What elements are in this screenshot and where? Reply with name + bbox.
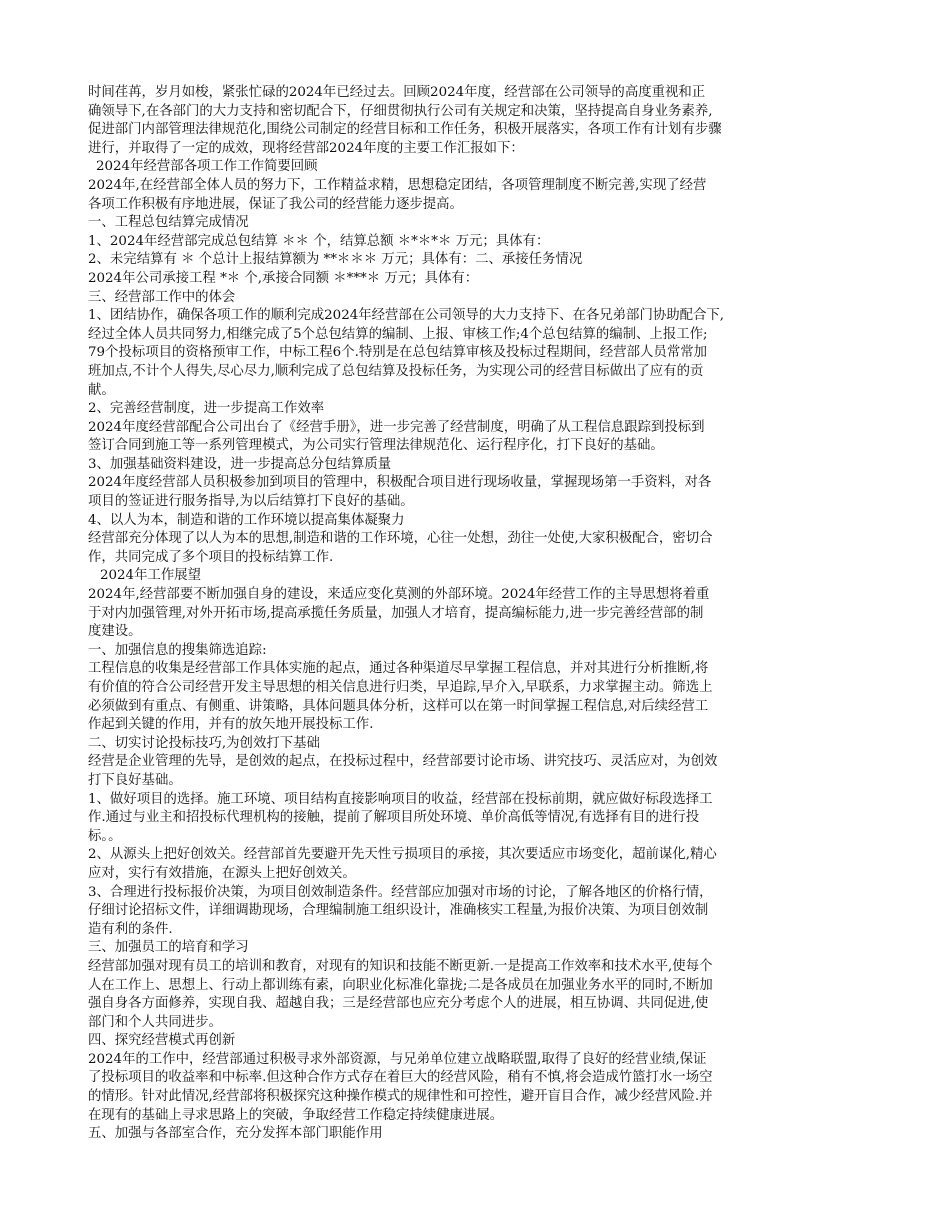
paragraph-line: 2、未完结算有 ＊ 个总计上报结算额为 **＊＊＊ 万元；具体有：二、承接任务情况 <box>88 252 583 268</box>
paragraph-line: 2024年的工作中，经营部通过积极寻求外部资源，与兄弟单位建立战略联盟,取得了良好的经营业绩,保证 <box>88 1051 707 1067</box>
subheading-experience: 三、经营部工作中的体会 <box>88 289 236 305</box>
paragraph-line: 必须做到有重点、有侧重、讲策略，具体问题具体分析，这样可以在第一时间掌握工程信息,对后续经营工 <box>88 698 709 714</box>
subheading-people: 4、以人为本，制造和谐的工作环境以提高集体凝聚力 <box>88 512 405 528</box>
paragraph-line: 了投标项目的收益率和中标率.但这种合作方式存在着巨大的经营风险，稍有不慎,将会造成竹篮打水一场空 <box>88 1070 713 1086</box>
paragraph-line: 各项工作积极有序地进展，保证了我公司的经营能力逐步提高。 <box>88 196 463 212</box>
paragraph-line: 签订合同到施工等一系列管理模式，为公司实行管理法律规范化、运行程序化，打下良好的基础。 <box>88 438 664 454</box>
paragraph-line: 79个投标项目的资格预审工作，中标工程6个.特别是在总包结算审核及投标过程期间，经营部人员常常加 <box>88 345 707 361</box>
paragraph-line: 于对内加强管理,对外开拓市场,提高承揽任务质量，加强人才培育，提高编标能力,进一步完善经营部的制 <box>88 605 704 621</box>
paragraph-line: 经营部充分体现了以人为本的思想,制造和谐的工作环境，心往一处想，劲往一处使,大家积极配合，密切合 <box>88 531 713 547</box>
paragraph-line: 献。 <box>88 382 115 398</box>
paragraph-line: 造有利的条件. <box>88 921 173 937</box>
paragraph-line: 有价值的符合公司经营开发主导思想的相关信息进行归类，早追踪,早介入,早联系，力求掌握主动。筛选上 <box>88 680 713 695</box>
paragraph-line: 班加点,不计个人得失,尽心尽力,顺利完成了总包结算及投标任务，为实现公司的经营目标做出了应有的贡 <box>88 363 704 379</box>
paragraph-line: 作，共同完成了多个项目的投标结算工作. <box>88 549 334 565</box>
paragraph-line: 1、2024年经营部完成总包结算 ＊＊ 个，结算总额 ＊*＊*＊ 万元；具体有： <box>88 233 550 249</box>
section-heading-review: 2024年经营部各项工作工作简要回顾 <box>96 159 318 175</box>
paragraph-line: 仔细讨论招标文件，详细调勘现场，合理编制施工组织设计，准确核实工程量,为报价决策、为项目创效制 <box>88 903 709 919</box>
paragraph-line: 度建设。 <box>88 624 142 640</box>
paragraph-line: 在现有的基础上寻求思路上的突破，争取经营工作稳定持续健康进展。 <box>88 1107 504 1123</box>
paragraph-line: 打下良好基础。 <box>88 772 182 788</box>
subheading-innovation: 四、探究经营模式再创新 <box>88 1033 236 1049</box>
paragraph-line: 1、团结协作，确保各项工作的顺利完成2024年经营部在公司领导的大力支持下、在各兄弟部门协助配合下, <box>88 308 725 324</box>
paragraph-line: 应对，实行有效措施，在源头上把好创效关。 <box>88 865 356 881</box>
paragraph-line: 2024年度经营部配合公司出台了《经营手册》，进一步完善了经营制度，明确了从工程信息跟踪到投标到 <box>88 419 705 435</box>
subheading-training: 三、加强员工的培育和学习 <box>88 940 249 956</box>
paragraph-line: 经营部加强对现有员工的培训和教育，对现有的知识和技能不断更新.一是提高工作效率和技术水平,使每个 <box>88 958 713 974</box>
paragraph-line: 2024年度经营部人员积极参加到项目的管理中，积极配合项目进行现场收量，掌握现场第一手资料，对各 <box>88 475 712 491</box>
intro-line-4: 进行，并取得了一定的成效，现将经营部2024年度的主要工作汇报如下： <box>88 140 524 156</box>
paragraph-line: 经营是企业管理的先导，是创效的起点，在投标过程中，经营部要讨论市场、讲究技巧、灵活应对，为创效 <box>88 754 718 770</box>
paragraph-line: 2024年,经营部要不断加强自身的建设，来适应变化莫测的外部环境。2024年经营工作的主导思想将着重 <box>88 587 710 603</box>
paragraph-line: 的情形。针对此情况,经营部将积极探究这种操作模式的规律性和可控性，避开盲目合作，减少经营风险.并 <box>88 1089 713 1105</box>
subheading-bidding: 二、切实讨论投标技巧,为创效打下基础 <box>88 735 320 751</box>
paragraph-line: 作起到关键的作用，并有的放矢地开展投标工作. <box>88 717 374 733</box>
paragraph-line: 作.通过与业主和招投标代理机构的接触，提前了解项目所处环境、单价高低等情况,有选择有目的进行投 <box>88 810 700 826</box>
paragraph-line: 1、做好项目的选择。施工环境、项目结构直接影响项目的收益，经营部在投标前期，就应做好标段选择工 <box>88 791 713 807</box>
paragraph-line: 2024年,在经营部全体人员的努力下，工作精益求精，思想稳定团结，各项管理制度不断完善,实现了经营 <box>88 177 707 193</box>
paragraph-line: 标。。 <box>88 828 122 844</box>
paragraph-line: 经过全体人员共同努力,相继完成了5个总包结算的编制、上报、审核工作;4个总包结算的编制、上报工作; <box>88 326 708 342</box>
paragraph-line: 部门和个人共同进步。 <box>88 1014 222 1030</box>
subheading-cooperation: 五、加强与各部室合作，充分发挥本部门职能作用 <box>88 1126 383 1142</box>
intro-line-2: 确领导下,在各部门的大力支持和密切配合下，仔细贯彻执行公司有关规定和决策，坚持提高自身业务素养, <box>88 103 713 119</box>
subheading-settlement: 一、工程总包结算完成情况 <box>88 215 249 231</box>
paragraph-line: 工程信息的收集是经营部工作具体实施的起点，通过各种渠道尽早掌握工程信息，并对其进行分析推断,将 <box>88 661 709 677</box>
paragraph-line: 强自身各方面修养，实现自我、超越自我；三是经营部也应充分考虑个人的进展，相互协调、共同促进,使 <box>88 996 709 1012</box>
paragraph-line: 2024年公司承接工程 *＊ 个,承接合同额 ＊***＊ 万元；具体有： <box>88 270 479 286</box>
paragraph-line: 项目的签证进行服务指导,为以后结算打下良好的基础。 <box>88 494 414 510</box>
paragraph-line: 人在工作上、思想上、行动上都训练有素，向职业化标准化靠拢;二是各成员在加强业务水平的同时,不断加 <box>88 977 713 993</box>
section-heading-outlook: 2024年工作展望 <box>100 568 202 584</box>
subheading-data: 3、加强基础资料建设，进一步提高总分包结算质量 <box>88 456 392 472</box>
intro-line-3: 促进部门内部管理法律规范化,围绕公司制定的经营目标和工作任务，积极开展落实，各项工作有计划有步骤 <box>88 122 722 138</box>
intro-line-1: 时间荏苒，岁月如梭，紧张忙碌的2024年已经过去。回顾2024年度，经营部在公司领导的高度重视和正 <box>88 85 706 100</box>
paragraph-line: 2、从源头上把好创效关。经营部首先要避开先天性亏损项目的承接，其次要适应市场变化，超前谋化,精心 <box>88 847 717 863</box>
paragraph-line: 3、合理进行投标报价决策，为项目创效制造条件。经营部应加强对市场的讨论，了解各地区的价格行情， <box>88 884 713 900</box>
subheading-information: 一、加强信息的搜集筛选追踪: <box>88 642 267 658</box>
subheading-system: 2、完善经营制度，进一步提高工作效率 <box>88 401 325 417</box>
